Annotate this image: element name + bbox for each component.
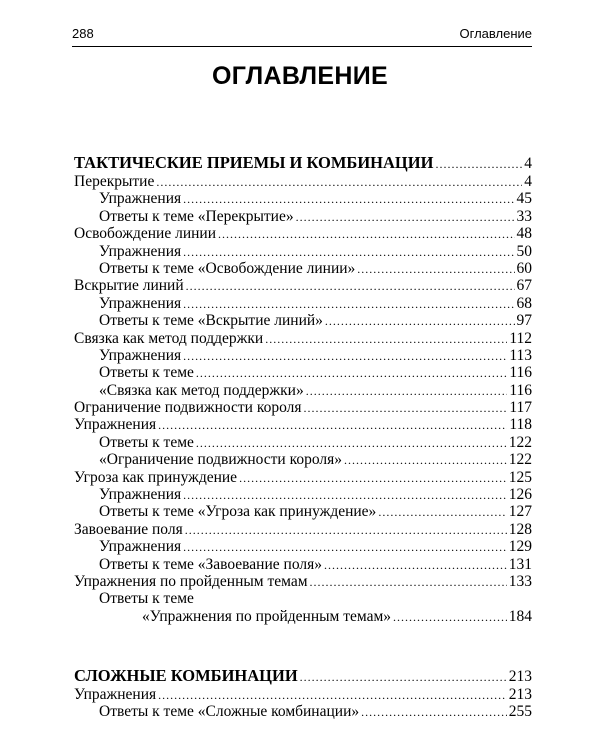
toc-entry[interactable]: Вскрытие линий ..... 67 <box>74 277 532 294</box>
leader-dots <box>324 557 507 574</box>
toc-entry[interactable]: Ответы к теме «Угроза как принуждение» ..... 127 <box>74 503 532 520</box>
toc-entry[interactable]: Ответы к теме «Сложные комбинации» ..... 255 <box>74 703 532 720</box>
leader-dots <box>265 331 507 348</box>
toc-entry[interactable]: Ответы к теме «Вскрытие линий» ..... 97 <box>74 312 532 329</box>
toc-section-heading[interactable]: СЛОЖНЫЕ КОМБИНАЦИИ ..... 213 <box>74 666 532 686</box>
toc-entry[interactable]: Ответы к теме «Перекрытие» ..... 33 <box>74 208 532 225</box>
toc-part-1 <box>74 153 532 625</box>
toc-entry[interactable]: Угроза как принуждение ..... 125 <box>74 469 532 486</box>
toc-entry[interactable]: «Упражнения по пройденным темам» ..... 184 <box>74 608 532 625</box>
toc-entry[interactable]: Упражнения ..... 213 <box>74 686 532 703</box>
leader-dots <box>183 348 507 365</box>
leader-dots <box>196 435 507 452</box>
toc-entry[interactable]: Упражнения ..... 113 <box>74 347 532 364</box>
leader-dots <box>186 278 515 295</box>
toc-entry[interactable]: Ограничение подвижности короля ..... 117 <box>74 399 532 416</box>
toc-entry[interactable]: Упражнения ..... 126 <box>74 486 532 503</box>
leader-dots <box>158 687 507 704</box>
leader-dots <box>158 417 507 434</box>
leader-dots <box>183 244 514 261</box>
toc-entry[interactable]: Ответы к теме «Завоевание поля» ..... 131 <box>74 556 532 573</box>
leader-dots <box>196 365 507 382</box>
toc-entry[interactable]: Упражнения ..... 45 <box>74 190 532 207</box>
leader-dots <box>325 313 515 330</box>
leader-dots <box>310 574 507 591</box>
leader-dots <box>306 383 508 400</box>
toc-entry[interactable]: Ответы к теме ..... 122 <box>74 434 532 451</box>
leader-dots <box>156 174 522 191</box>
leader-dots <box>218 226 514 243</box>
leader-dots <box>344 452 507 469</box>
page-number: 288 <box>72 26 94 41</box>
page-title: ОГЛАВЛЕНИЕ <box>212 62 388 90</box>
toc-section-heading[interactable]: ТАКТИЧЕСКИЕ ПРИЕМЫ И КОМБИНАЦИИ ..... 4 <box>74 153 532 173</box>
toc-entry[interactable]: Ответы к теме <box>99 590 194 608</box>
running-title: Оглавление <box>459 26 532 41</box>
toc-entry[interactable]: «Связка как метод поддержки» ..... 116 <box>74 382 532 399</box>
toc-entry[interactable]: Освобождение линии ..... 48 <box>74 225 532 242</box>
toc-part-2 <box>74 666 532 721</box>
running-header <box>72 26 532 47</box>
toc-entry[interactable]: Связка как метод поддержки ..... 112 <box>74 330 532 347</box>
leader-dots <box>183 487 507 504</box>
toc-entry[interactable]: Перекрытие ..... 4 <box>74 173 532 190</box>
toc-entry[interactable]: «Ограничение подвижности короля» ..... 122 <box>74 451 532 468</box>
toc-entry[interactable]: Упражнения ..... 50 <box>74 243 532 260</box>
leader-dots <box>378 504 506 521</box>
toc-entry[interactable]: Упражнения по пройденным темам ..... 133 <box>74 573 532 590</box>
leader-dots <box>239 470 507 487</box>
leader-dots <box>183 296 514 313</box>
toc-entry[interactable]: Упражнения ..... 129 <box>74 538 532 555</box>
toc-entry[interactable]: Ответы к теме ..... 116 <box>74 364 532 381</box>
leader-dots <box>183 539 507 556</box>
leader-dots <box>357 261 514 278</box>
toc-entry[interactable]: Упражнения ..... 118 <box>74 416 532 433</box>
leader-dots <box>361 704 507 721</box>
toc-entry[interactable]: Ответы к теме «Освобождение линии» ..... 60 <box>74 260 532 277</box>
leader-dots <box>183 191 514 208</box>
toc-entry[interactable]: Завоевание поля ..... 128 <box>74 521 532 538</box>
leader-dots <box>296 209 515 226</box>
leader-dots <box>185 522 507 539</box>
leader-dots <box>304 400 508 417</box>
leader-dots <box>300 667 507 687</box>
toc-entry[interactable]: Упражнения ..... 68 <box>74 295 532 312</box>
leader-dots <box>435 154 522 174</box>
leader-dots <box>393 609 507 626</box>
